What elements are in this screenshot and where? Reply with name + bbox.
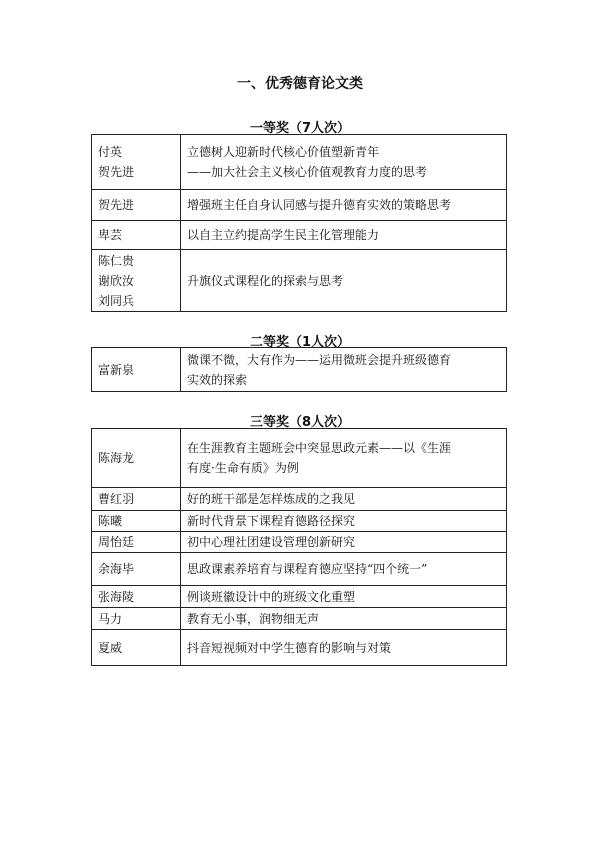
paper-title: 例谈班徽设计中的班级文化重塑 xyxy=(187,589,356,604)
paper-title-cell xyxy=(181,608,507,630)
table-row xyxy=(92,250,507,312)
table-row xyxy=(92,190,507,221)
award-table-second-prize xyxy=(91,347,507,392)
paper-title-cell xyxy=(181,553,507,586)
paper-title-cell xyxy=(181,630,507,666)
author-name: 周怡廷 xyxy=(98,535,135,549)
author-name: 付英 xyxy=(98,145,123,159)
table-row xyxy=(92,135,507,190)
paper-title: 微课不微，大有作为——运用微班会提升班级德育 xyxy=(187,352,452,367)
paper-title-cell xyxy=(181,429,507,488)
author-cell xyxy=(92,511,181,532)
author-name: 卑芸 xyxy=(98,228,123,242)
author-name: 富新泉 xyxy=(98,362,135,377)
section-heading-first-prize: 一等奖（7人次） xyxy=(249,121,351,136)
paper-title: 新时代背景下课程育德路径探究 xyxy=(187,514,356,528)
paper-title: 增强班主任自身认同感与提升德育实效的策略思考 xyxy=(187,198,452,212)
author-name: 马力 xyxy=(98,611,123,626)
author-cell xyxy=(92,553,181,586)
paper-subtitle: ——加大社会主义核心价值观教育力度的思考 xyxy=(187,165,428,179)
award-table-first-prize xyxy=(91,134,507,312)
page-title: 一、优秀德育论文类 xyxy=(237,76,363,92)
author-name: 余海毕 xyxy=(98,562,135,576)
paper-title: 立德树人迎新时代核心价值塑新青年 xyxy=(187,145,380,159)
author-cell xyxy=(92,586,181,608)
paper-title: 以自主立约提高学生民主化管理能力 xyxy=(187,228,380,242)
paper-title-cell xyxy=(181,532,507,553)
author-cell xyxy=(92,250,181,312)
paper-title-cell xyxy=(181,488,507,511)
table-row xyxy=(92,221,507,250)
author-cell xyxy=(92,190,181,221)
table-row xyxy=(92,429,507,488)
author-name: 陈仁贵 xyxy=(98,253,135,268)
paper-title: 抖音短视频对中学生德育的影响与对策 xyxy=(187,640,392,655)
table-row xyxy=(92,488,507,511)
table-row xyxy=(92,586,507,608)
table-row xyxy=(92,532,507,553)
paper-title-continued: 有度·生命有质》为例 xyxy=(187,461,299,475)
paper-title: 教育无小事，润物细无声 xyxy=(187,611,320,626)
author-name: 张海陵 xyxy=(98,589,135,604)
paper-title: 升旗仪式课程化的探索与思考 xyxy=(187,273,344,288)
author-name: 曹红羽 xyxy=(98,492,135,506)
table-row xyxy=(92,348,507,392)
author-cell xyxy=(92,348,181,392)
section-heading-third-prize: 三等奖（8人次） xyxy=(249,415,351,430)
author-cell xyxy=(92,532,181,553)
author-cell xyxy=(92,221,181,250)
paper-title-cell xyxy=(181,250,507,312)
author-name: 贺先进 xyxy=(98,198,135,212)
author-cell xyxy=(92,429,181,488)
author-cell xyxy=(92,135,181,190)
author-name: 贺先进 xyxy=(98,165,135,179)
paper-title-cell xyxy=(181,190,507,221)
author-name: 谢欣汝 xyxy=(98,273,135,288)
paper-title: 思政课素养培育与课程育德应坚持“四个统一” xyxy=(187,562,428,576)
paper-title-cell xyxy=(181,348,507,392)
paper-title-cell xyxy=(181,135,507,190)
table-row xyxy=(92,608,507,630)
section-heading-second-prize: 二等奖（1人次） xyxy=(249,335,351,350)
table-row xyxy=(92,553,507,586)
paper-title-continued: 实效的探索 xyxy=(187,372,248,387)
author-name: 夏威 xyxy=(98,640,123,655)
paper-title: 好的班干部是怎样炼成的之我见 xyxy=(187,492,356,506)
paper-title-cell xyxy=(181,511,507,532)
author-cell xyxy=(92,630,181,666)
award-table-third-prize xyxy=(91,428,507,666)
paper-title: 初中心理社团建设管理创新研究 xyxy=(187,535,356,549)
paper-title-cell xyxy=(181,221,507,250)
author-name: 刘同兵 xyxy=(98,293,135,308)
author-name: 陈海龙 xyxy=(98,451,135,465)
paper-title: 在生涯教育主题班会中突显思政元素——以《生涯 xyxy=(187,441,452,455)
paper-title-cell xyxy=(181,586,507,608)
table-row xyxy=(92,630,507,666)
author-cell xyxy=(92,488,181,511)
table-row xyxy=(92,511,507,532)
author-cell xyxy=(92,608,181,630)
author-name: 陈曦 xyxy=(98,514,123,528)
